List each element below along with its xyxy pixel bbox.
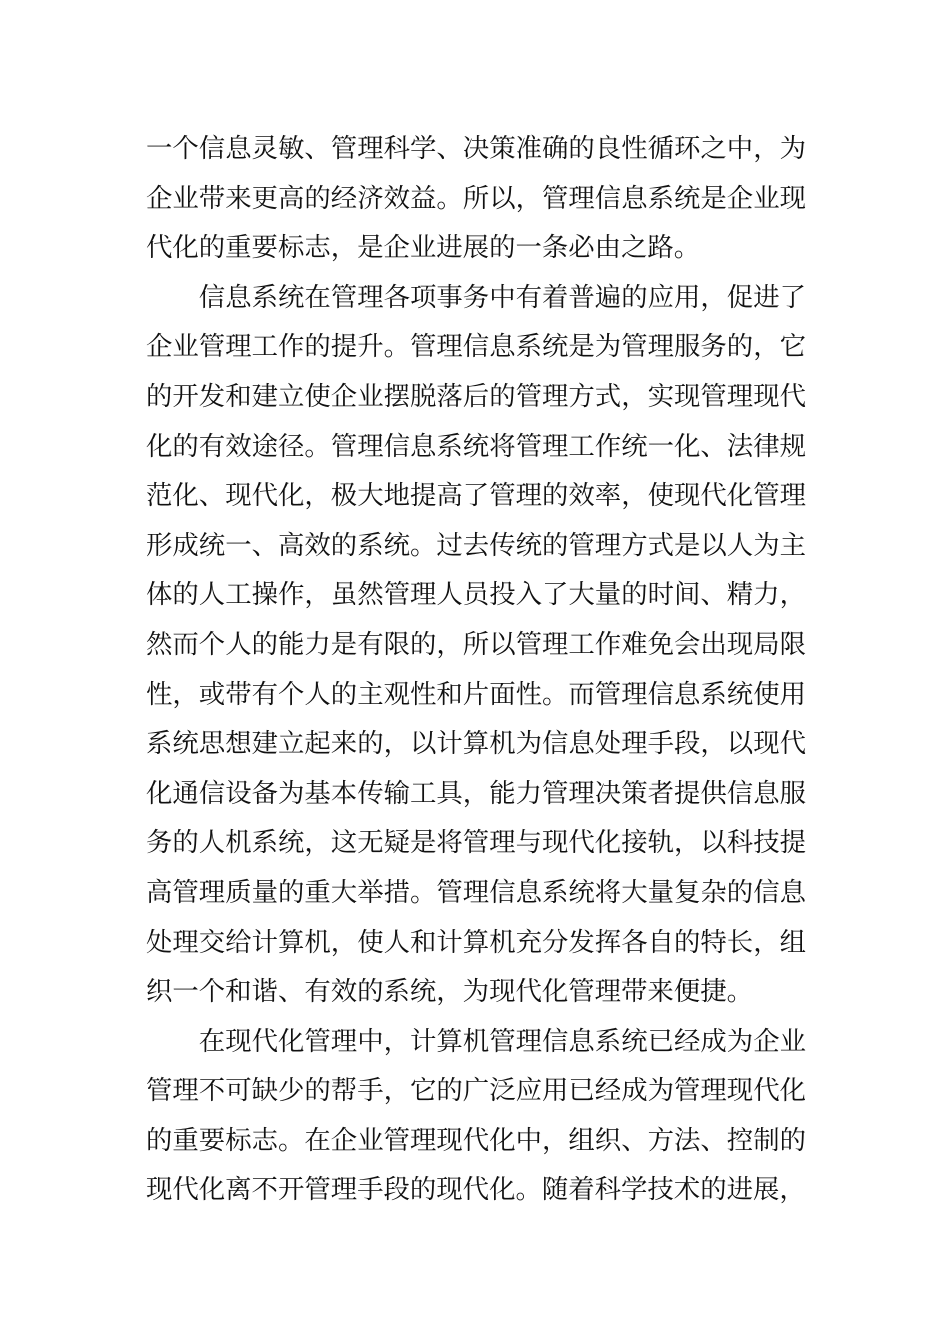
paragraph-1: 一个信息灵敏、管理科学、决策准确的良性循环之中，为企业带来更高的经济效益。所以，管理信息系统是企业现代化的重要标志，是企业进展的一条必由之路。	[146, 133, 806, 264]
paragraph-2: 信息系统在管理各项事务中有着普遍的应用，促进了企业管理工作的提升。管理信息系统是为管理服务的，它的开发和建立使企业摆脱落后的管理方式，实现管理现代化的有效途径。管理信息系统将管理工作统一化、法律规范化、现代化，极大地提高了管理的效率，使现代化管理形成统一、高效的系统。过去传统的管理方式是以人为主体的人工操作，虽然管理人员投入了大量的时间、精力，然而个人的能力是有限的，所以管理工作难免会出现局限性，或带有个人的主观性和片面性。而管理信息系统使用系统思想建立起来的，以计算机为信息处理手段，以现代化通信设备为基本传输工具，能力管理决策者提供信息服务的人机系统，这无疑是将管理与现代化接轨，以科技提高管理质量的重大举措。管理信息系统将大量复杂的信息处理交给计算机，使人和计算机充分发挥各自的特长，组织一个和谐、有效的系统，为现代化管理带来便捷。	[146, 281, 806, 1008]
paragraph-3: 在现代化管理中，计算机管理信息系统已经成为企业管理不可缺少的帮手，它的广泛应用已经成为管理现代化的重要标志。在企业管理现代化中，组织、方法、控制的现代化离不开管理手段的现代化。随着科学技术的进展，	[146, 1025, 806, 1206]
body-text	[146, 124, 806, 1215]
